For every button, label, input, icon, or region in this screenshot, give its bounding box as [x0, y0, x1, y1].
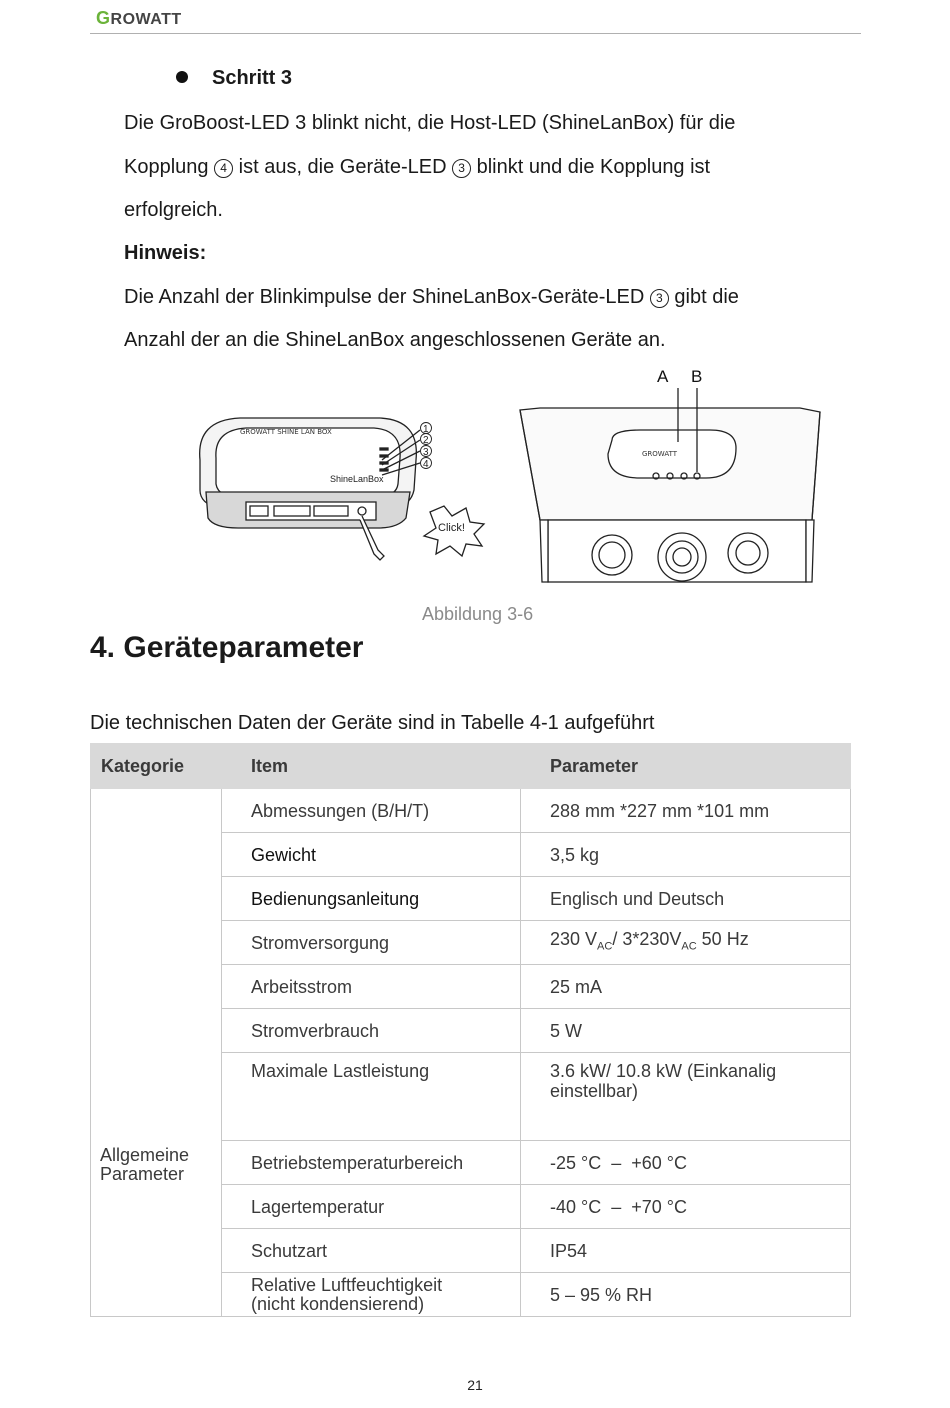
device-name-label: ShineLanBox — [330, 474, 384, 484]
item-cell: Gewicht — [222, 833, 521, 877]
body-line-2: Kopplung 4 ist aus, die Geräte-LED 3 blinkt und die Kopplung ist — [124, 156, 711, 178]
shinelanbox-drawing — [200, 418, 484, 560]
page-number: 21 — [467, 1377, 483, 1393]
param-cell: 3.6 kW/ 10.8 kW (Einkanalig einstellbar) — [521, 1053, 851, 1141]
param-cell: 25 mA — [521, 965, 851, 1009]
circled-number-3: 3 — [650, 289, 669, 308]
note-label: Hinweis: — [124, 242, 207, 264]
item-cell: Stromverbrauch — [222, 1009, 521, 1053]
item-cell: Relative Luftfeuchtigkeit (nicht kondensierend) — [222, 1273, 521, 1317]
circled-number-4: 4 — [214, 159, 233, 178]
step-title: Schritt 3 — [212, 67, 293, 89]
item-cell: Abmessungen (B/H/T) — [222, 789, 521, 833]
bullet-point — [176, 71, 188, 83]
param-cell: IP54 — [521, 1229, 851, 1273]
callout-2: 2 — [423, 435, 429, 446]
category-cell: Allgemeine Parameter — [91, 789, 222, 1317]
param-cell: 288 mm *227 mm *101 mm — [521, 789, 851, 833]
callout-3: 3 — [423, 447, 429, 458]
body-line-1: Die GroBoost-LED 3 blinkt nicht, die Host-LED (ShineLanBox) für die — [124, 112, 736, 134]
header-item: Item — [222, 744, 521, 789]
parameter-table — [90, 743, 851, 1317]
growatt-logo: GROWATT — [96, 8, 182, 28]
callout-4: 4 — [423, 459, 429, 470]
param-cell: -25 °C – +60 °C — [521, 1141, 851, 1185]
item-cell: Maximale Lastleistung — [222, 1053, 521, 1141]
note-line-1: Die Anzahl der Blinkimpulse der ShineLanBox-Geräte-LED 3 gibt die — [124, 286, 739, 308]
click-label: Click! — [438, 522, 465, 534]
header-parameter: Parameter — [521, 744, 851, 789]
param-cell: -40 °C – +70 °C — [521, 1185, 851, 1229]
section-intro: Die technischen Daten der Geräte sind in Tabelle 4-1 aufgeführt — [90, 712, 655, 734]
item-cell: Bedienungsanleitung — [222, 877, 521, 921]
note-line-2: Anzahl der an die ShineLanBox angeschlossenen Geräte an. — [124, 329, 666, 351]
figure-caption: Abbildung 3-6 — [422, 604, 534, 624]
table-row — [91, 789, 851, 833]
param-cell: 3,5 kg — [521, 833, 851, 877]
callout-1: 1 — [423, 424, 429, 435]
device-illustration — [0, 360, 950, 600]
param-cell: Englisch und Deutsch — [521, 877, 851, 921]
svg-text:GROWATT SHINE LAN BOX: GROWATT SHINE LAN BOX — [240, 428, 332, 436]
header-kategorie: Kategorie — [91, 744, 222, 789]
groboost-drawing — [520, 388, 820, 582]
header-divider — [90, 33, 861, 34]
svg-text:GROWATT: GROWATT — [642, 450, 678, 458]
item-cell: Lagertemperatur — [222, 1185, 521, 1229]
item-cell: Schutzart — [222, 1229, 521, 1273]
param-cell: 5 – 95 % RH — [521, 1273, 851, 1317]
table-header-row — [91, 744, 851, 789]
param-cell: 230 $V_{AC}/$ $3*230V_{AC}$ 50 Hz — [521, 921, 851, 965]
body-line-3: erfolgreich. — [124, 199, 223, 221]
label-b: B — [691, 367, 703, 386]
item-cell: Arbeitsstrom — [222, 965, 521, 1009]
item-cell: Betriebstemperaturbereich — [222, 1141, 521, 1185]
param-cell: 5 W — [521, 1009, 851, 1053]
item-cell: Stromversorgung — [222, 921, 521, 965]
circled-number-3: 3 — [452, 159, 471, 178]
label-a: A — [657, 367, 669, 386]
section-heading: 4. Geräteparameter — [90, 631, 364, 664]
